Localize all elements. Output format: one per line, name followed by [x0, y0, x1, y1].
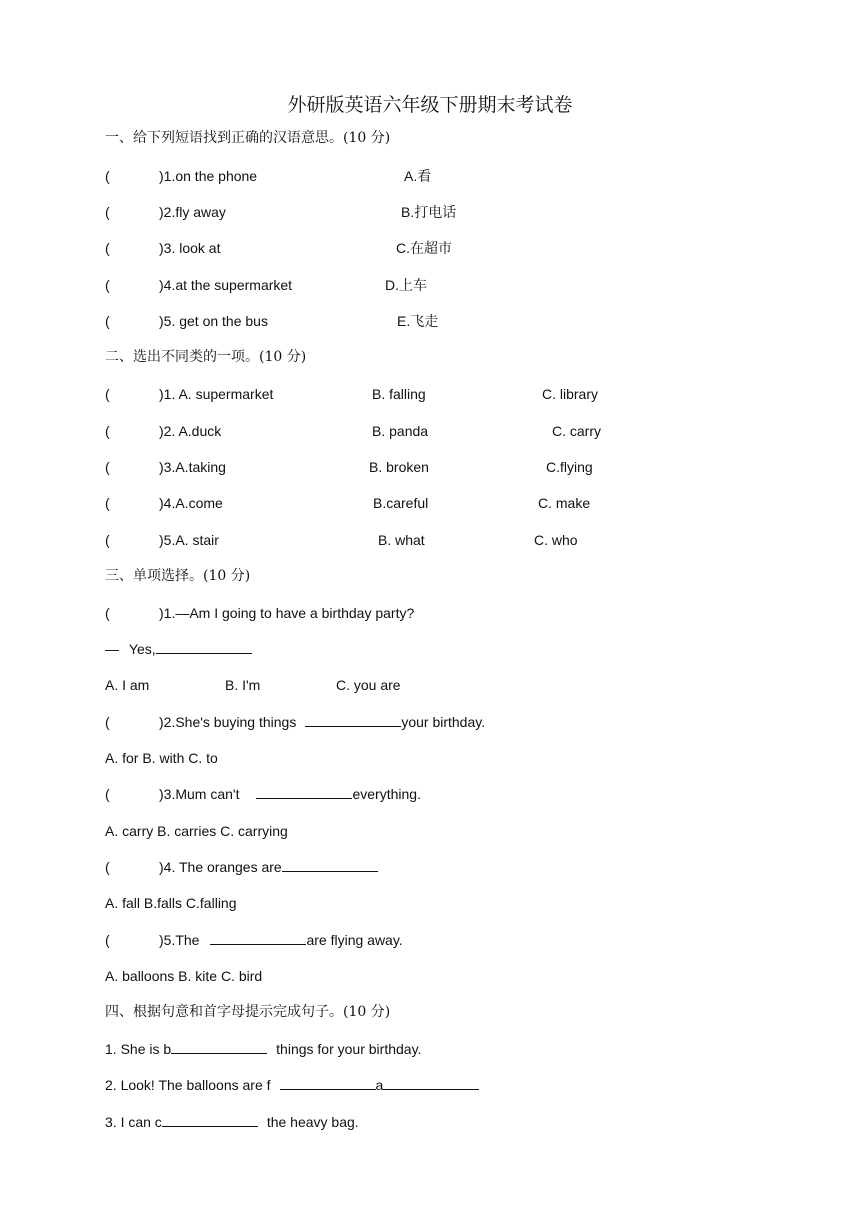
sentence-text: 2. Look! The balloons are f	[105, 1077, 271, 1093]
section-1-heading: 一、给下列短语找到正确的汉语意思。(10 分)	[105, 130, 391, 146]
option-b: B.careful	[373, 495, 429, 511]
section-3-question-3-options: A. carry B. carries C. carrying	[105, 823, 288, 839]
question-text-wrap	[159, 784, 421, 804]
question-text-wrap	[159, 712, 485, 732]
option-b: B. panda	[372, 423, 429, 439]
option-c: C. library	[542, 386, 599, 402]
answer-blank[interactable]	[171, 1039, 267, 1054]
answer-paren: (	[105, 168, 110, 184]
reply-text: Yes,	[128, 641, 156, 657]
item-meaning: C.在超市	[396, 240, 452, 256]
option-a: )3.A.taking	[159, 459, 226, 475]
option-a: )2. A.duck	[159, 423, 222, 439]
answer-blank-2[interactable]	[383, 1075, 479, 1090]
answer-paren: (	[105, 495, 110, 511]
sentence-text-mid: a	[375, 1077, 384, 1093]
answer-blank[interactable]	[282, 857, 378, 872]
section-3-question-4-options: A. fall B.falls C.falling	[105, 895, 237, 911]
answer-paren: (	[105, 786, 110, 802]
item-question: )3. look at	[159, 240, 221, 256]
option-c: C.flying	[546, 459, 593, 475]
option-c: C. you are	[336, 677, 401, 693]
section-2-heading: 二、选出不同类的一项。(10 分)	[105, 349, 307, 365]
answer-blank[interactable]	[156, 639, 252, 654]
option-b: B. I'm	[225, 677, 261, 693]
sentence-text: 1. She is b	[105, 1041, 172, 1057]
question-text-wrap	[159, 857, 378, 877]
option-c: C. who	[534, 532, 578, 548]
answer-paren: (	[105, 313, 110, 329]
section-3-heading: 三、单项选择。(10 分)	[105, 568, 251, 584]
answer-paren: (	[105, 240, 110, 256]
sentence-text: 3. I can c	[105, 1114, 162, 1130]
question-text: )4. The oranges are	[159, 859, 282, 875]
section-3-question-5-options: A. balloons B. kite C. bird	[105, 968, 263, 984]
answer-blank[interactable]	[210, 930, 306, 945]
question-text-after: are flying away.	[306, 932, 403, 948]
answer-paren: (	[105, 459, 110, 475]
item-meaning: A.看	[404, 168, 432, 184]
answer-paren: (	[105, 532, 110, 548]
section-3-question-1-reply	[105, 639, 252, 659]
option-a: )1. A. supermarket	[159, 386, 274, 402]
option-b: B. falling	[372, 386, 426, 402]
section-4-sentence-2	[105, 1075, 479, 1095]
answer-paren: (	[105, 277, 110, 293]
question-text: )1.—Am I going to have a birthday party?	[159, 605, 415, 621]
question-text-wrap	[159, 930, 403, 950]
answer-blank[interactable]	[256, 784, 352, 799]
answer-blank-1[interactable]	[280, 1075, 376, 1090]
question-text-after: everything.	[352, 786, 421, 802]
option-a: )5.A. stair	[159, 532, 219, 548]
item-question: )2.fly away	[159, 204, 226, 220]
question-text: )5.The	[159, 932, 200, 948]
section-4-sentence-3	[105, 1112, 359, 1132]
option-a: A. I am	[105, 677, 150, 693]
sentence-text-after: things for your birthday.	[276, 1041, 422, 1057]
option-b: B. broken	[369, 459, 429, 475]
question-text: )2.She's buying things	[159, 714, 297, 730]
item-question: )4.at the supermarket	[159, 277, 293, 293]
question-text-after: your birthday.	[401, 714, 486, 730]
section-4-sentence-1	[105, 1039, 421, 1059]
answer-paren: (	[105, 932, 110, 948]
answer-paren: (	[105, 423, 110, 439]
answer-paren: (	[105, 859, 110, 875]
answer-paren: (	[105, 204, 110, 220]
item-question: )5. get on the bus	[159, 313, 268, 329]
answer-blank[interactable]	[162, 1112, 258, 1127]
question-text: )3.Mum can't	[159, 786, 240, 802]
item-question: )1.on the phone	[159, 168, 258, 184]
item-meaning: E.飞走	[397, 313, 439, 329]
page-title: 外研版英语六年级下册期末考试卷	[287, 94, 573, 116]
section-4-heading: 四、根据句意和首字母提示完成句子。(10 分)	[105, 1004, 391, 1020]
answer-paren: (	[105, 605, 110, 621]
answer-blank[interactable]	[305, 712, 401, 727]
answer-paren: (	[105, 714, 110, 730]
option-c: C. make	[538, 495, 591, 511]
section-3-question-2-options: A. for B. with C. to	[105, 750, 218, 766]
option-b: B. what	[378, 532, 425, 548]
answer-paren: (	[105, 386, 110, 402]
item-meaning: D.上车	[385, 277, 427, 293]
item-meaning: B.打电话	[401, 204, 457, 220]
option-a: )4.A.come	[159, 495, 223, 511]
option-c: C. carry	[552, 423, 601, 439]
sentence-text-after: the heavy bag.	[266, 1114, 359, 1130]
reply-dash: —	[105, 641, 119, 657]
